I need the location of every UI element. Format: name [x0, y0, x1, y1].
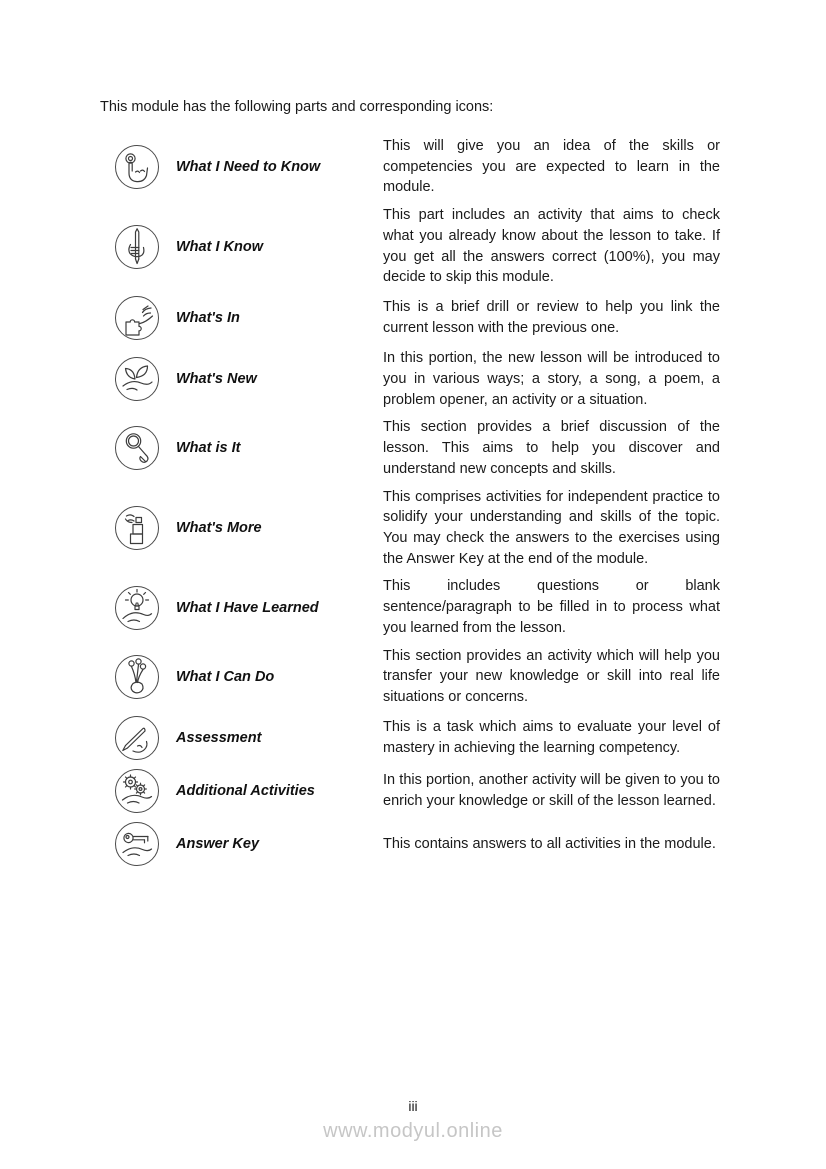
part-label: What's In	[176, 310, 240, 327]
part-label: What I Have Learned	[176, 599, 319, 616]
part-label: Assessment	[176, 729, 262, 746]
part-description: This is a brief drill or review to help you link the current lesson with the previous one.	[383, 299, 720, 337]
part-row-what-i-can-do	[100, 646, 720, 708]
part-row-whats-in	[100, 295, 720, 341]
part-description: This includes questions or blank sentence/paragraph to be filled in to process what you learned from the lesson.	[383, 578, 720, 636]
hand-flowers-icon	[100, 654, 175, 700]
part-description: This part includes an activity that aims to check what you already know about the lesson to take. If you get all the answers correct (100%), you may decide to skip this module.	[383, 207, 720, 286]
hand-pencil-icon	[100, 224, 175, 270]
part-row-whats-new	[100, 348, 720, 410]
intro-text: This module has the following parts and corresponding icons:	[100, 99, 494, 115]
part-description: In this portion, another activity will be given to you to enrich your knowledge or skill of the lesson learned.	[383, 772, 720, 809]
part-row-whats-more	[100, 487, 720, 570]
part-label: Answer Key	[176, 835, 260, 852]
hand-pen-icon	[100, 715, 175, 761]
part-label: What I Know	[176, 238, 263, 255]
part-description: This contains answers to all activities in the module.	[383, 835, 716, 852]
part-label: What's New	[176, 371, 257, 388]
part-label: What I Need to Know	[176, 159, 321, 176]
hand-key-icon	[100, 821, 175, 867]
part-description: In this portion, the new lesson will be introduced to you in various ways; a story, a song, a poem, a problem opener, an activity or a situation.	[383, 350, 720, 408]
part-row-what-i-need-to-know	[100, 136, 720, 198]
hand-touch-icon	[100, 144, 175, 190]
watermark-text: www.modyul.online	[323, 1120, 503, 1142]
hand-puzzle-icon	[100, 295, 175, 341]
part-label: What I Can Do	[176, 668, 275, 685]
part-row-answer-key	[100, 821, 720, 867]
part-row-assessment	[100, 715, 720, 761]
part-label: What is It	[176, 440, 241, 457]
hand-lightbulb-icon	[100, 585, 175, 631]
part-row-what-i-know	[100, 205, 720, 288]
part-description: This section provides a brief discussion of the lesson. This aims to help you discover and understand new concepts and skills.	[383, 419, 720, 477]
part-description: This comprises activities for independent practice to solidify your understanding and skills of the topic. You may check the answers to the exercises using the Answer Key at the end of the module.	[383, 488, 720, 567]
hand-magnifier-icon	[100, 425, 175, 471]
part-row-additional-activities	[100, 768, 720, 814]
hand-gears-icon	[100, 768, 175, 814]
part-description: This section provides an activity which will help you transfer your new knowledge or skill into real life situations or concerns.	[383, 647, 720, 706]
part-row-what-is-it	[100, 417, 720, 479]
part-row-what-i-have-learned	[100, 576, 720, 638]
hand-blocks-icon	[100, 505, 175, 551]
part-description: This will give you an idea of the skills or competencies you are expected to learn in the module.	[383, 138, 720, 196]
hand-sprout-icon	[100, 356, 175, 402]
part-label: What's More	[176, 520, 262, 537]
part-label: Additional Activities	[176, 782, 315, 799]
module-parts-list	[100, 136, 720, 874]
part-description: This is a task which aims to evaluate your level of mastery in achieving the learning competency.	[383, 719, 720, 756]
page-number: iii	[408, 1098, 418, 1114]
